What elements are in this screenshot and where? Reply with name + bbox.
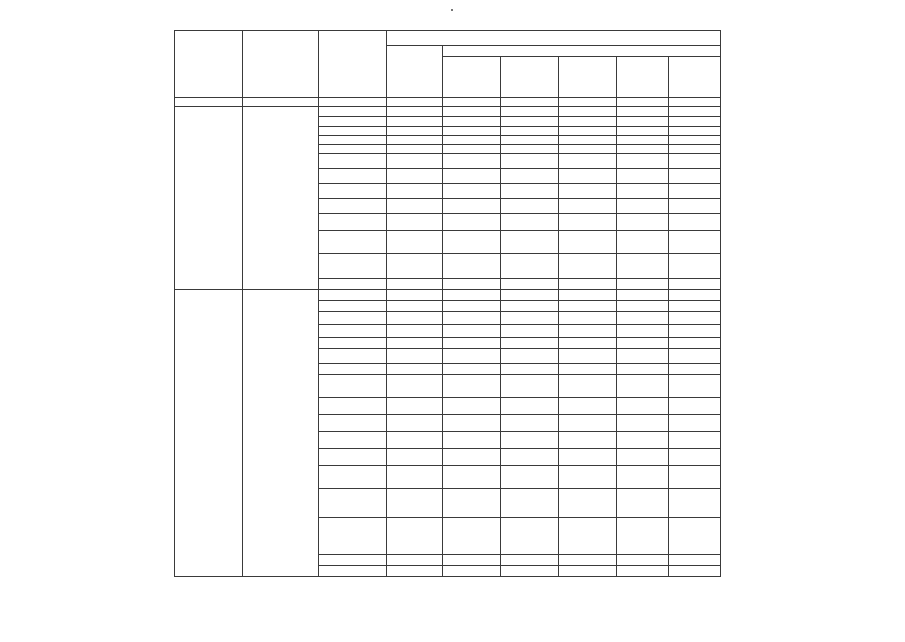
funding-source-cell: [319, 566, 387, 577]
amount-cell: [669, 231, 721, 254]
header-budget-expenses: [387, 31, 721, 46]
amount-cell: [559, 136, 617, 145]
amount-cell: [501, 169, 559, 184]
funding-source-cell: [319, 349, 387, 364]
amount-cell: [617, 145, 669, 154]
program-name-cell: [243, 290, 319, 577]
funding-source-cell: [319, 254, 387, 279]
amount-cell: [669, 169, 721, 184]
amount-cell: [669, 290, 721, 301]
funding-source-cell: [319, 312, 387, 325]
header-funding-source: [319, 31, 387, 98]
amount-cell: [617, 117, 669, 127]
amount-cell: [443, 169, 501, 184]
funding-source-cell: [319, 398, 387, 415]
amount-cell: [669, 325, 721, 338]
amount-cell: [669, 136, 721, 145]
amount-cell: [501, 489, 559, 518]
amount-cell: [559, 349, 617, 364]
amount-cell: [501, 415, 559, 432]
amount-cell: [387, 214, 443, 231]
amount-cell: [387, 364, 443, 375]
amount-cell: [501, 117, 559, 127]
amount-cell: [559, 184, 617, 199]
amount-cell: [443, 136, 501, 145]
amount-cell: [501, 566, 559, 577]
funding-source-cell: [319, 117, 387, 127]
amount-cell: [387, 518, 443, 555]
amount-cell: [387, 338, 443, 349]
amount-cell: [669, 145, 721, 154]
amount-cell: [443, 489, 501, 518]
status-cell: [175, 107, 243, 290]
amount-cell: [559, 199, 617, 214]
amount-cell: [387, 169, 443, 184]
amount-cell: [617, 415, 669, 432]
amount-cell: [501, 107, 559, 117]
funding-source-cell: [319, 279, 387, 290]
amount-cell: [443, 375, 501, 398]
amount-cell: [559, 338, 617, 349]
budget-table: [174, 30, 721, 577]
amount-cell: [501, 466, 559, 489]
amount-cell: [501, 432, 559, 449]
amount-cell: [559, 518, 617, 555]
amount-cell: [669, 566, 721, 577]
amount-cell: [559, 432, 617, 449]
amount-cell: [669, 254, 721, 279]
amount-cell: [669, 301, 721, 312]
amount-cell: [617, 169, 669, 184]
amount-cell: [617, 325, 669, 338]
funding-source-cell: [319, 199, 387, 214]
amount-cell: [387, 184, 443, 199]
amount-cell: [443, 301, 501, 312]
amount-cell: [387, 136, 443, 145]
amount-cell: [443, 349, 501, 364]
table-row: [175, 107, 721, 117]
amount-cell: [387, 117, 443, 127]
column-number: [501, 98, 559, 107]
amount-cell: [669, 312, 721, 325]
amount-cell: [387, 349, 443, 364]
amount-cell: [501, 555, 559, 566]
amount-cell: [387, 398, 443, 415]
amount-cell: [501, 349, 559, 364]
amount-cell: [617, 566, 669, 577]
amount-cell: [617, 127, 669, 136]
amount-cell: [669, 364, 721, 375]
amount-cell: [501, 136, 559, 145]
header-year-3: [559, 57, 617, 98]
amount-cell: [669, 466, 721, 489]
amount-cell: [559, 375, 617, 398]
amount-cell: [617, 364, 669, 375]
amount-cell: [387, 415, 443, 432]
funding-source-cell: [319, 145, 387, 154]
amount-cell: [387, 199, 443, 214]
funding-source-cell: [319, 364, 387, 375]
amount-cell: [669, 489, 721, 518]
amount-cell: [617, 279, 669, 290]
amount-cell: [387, 466, 443, 489]
amount-cell: [559, 231, 617, 254]
amount-cell: [443, 398, 501, 415]
header-total: [387, 46, 443, 98]
amount-cell: [443, 555, 501, 566]
amount-cell: [443, 107, 501, 117]
funding-source-cell: [319, 466, 387, 489]
amount-cell: [501, 449, 559, 466]
amount-cell: [443, 231, 501, 254]
amount-cell: [387, 145, 443, 154]
funding-source-cell: [319, 375, 387, 398]
amount-cell: [559, 117, 617, 127]
amount-cell: [501, 290, 559, 301]
amount-cell: [387, 254, 443, 279]
funding-source-cell: [319, 449, 387, 466]
amount-cell: [669, 518, 721, 555]
amount-cell: [559, 398, 617, 415]
amount-cell: [501, 184, 559, 199]
amount-cell: [617, 214, 669, 231]
amount-cell: [443, 312, 501, 325]
amount-cell: [617, 489, 669, 518]
funding-source-cell: [319, 301, 387, 312]
amount-cell: [501, 338, 559, 349]
amount-cell: [617, 107, 669, 117]
amount-cell: [443, 199, 501, 214]
amount-cell: [559, 301, 617, 312]
amount-cell: [669, 415, 721, 432]
column-number: [175, 98, 243, 107]
amount-cell: [669, 432, 721, 449]
funding-source-cell: [319, 169, 387, 184]
amount-cell: [559, 555, 617, 566]
amount-cell: [559, 489, 617, 518]
amount-cell: [669, 449, 721, 466]
amount-cell: [669, 349, 721, 364]
amount-cell: [443, 145, 501, 154]
amount-cell: [501, 375, 559, 398]
budget-table-sheet: [174, 30, 720, 642]
amount-cell: [501, 145, 559, 154]
amount-cell: [617, 312, 669, 325]
amount-cell: [617, 338, 669, 349]
amount-cell: [617, 301, 669, 312]
column-number-row: [175, 98, 721, 107]
amount-cell: [559, 127, 617, 136]
funding-source-cell: [319, 107, 387, 117]
amount-cell: [559, 254, 617, 279]
amount-cell: [669, 375, 721, 398]
amount-cell: [387, 312, 443, 325]
amount-cell: [617, 231, 669, 254]
amount-cell: [559, 145, 617, 154]
amount-cell: [443, 432, 501, 449]
header-by-year: [443, 46, 721, 57]
funding-source-cell: [319, 325, 387, 338]
amount-cell: [617, 154, 669, 169]
amount-cell: [443, 415, 501, 432]
amount-cell: [617, 518, 669, 555]
amount-cell: [443, 325, 501, 338]
amount-cell: [617, 466, 669, 489]
amount-cell: [443, 117, 501, 127]
amount-cell: [559, 169, 617, 184]
amount-cell: [617, 375, 669, 398]
amount-cell: [669, 199, 721, 214]
amount-cell: [501, 254, 559, 279]
amount-cell: [669, 117, 721, 127]
amount-cell: [669, 154, 721, 169]
header-year-2: [501, 57, 559, 98]
amount-cell: [617, 290, 669, 301]
amount-cell: [501, 199, 559, 214]
header-row-1: [175, 31, 721, 46]
amount-cell: [387, 154, 443, 169]
column-number: [559, 98, 617, 107]
amount-cell: [387, 279, 443, 290]
funding-source-cell: [319, 136, 387, 145]
funding-source-cell: [319, 290, 387, 301]
amount-cell: [559, 107, 617, 117]
amount-cell: [443, 449, 501, 466]
funding-source-cell: [319, 231, 387, 254]
column-number: [319, 98, 387, 107]
amount-cell: [443, 127, 501, 136]
amount-cell: [617, 449, 669, 466]
amount-cell: [669, 555, 721, 566]
funding-source-cell: [319, 518, 387, 555]
funding-source-cell: [319, 338, 387, 349]
amount-cell: [559, 415, 617, 432]
amount-cell: [501, 364, 559, 375]
funding-source-cell: [319, 127, 387, 136]
amount-cell: [387, 127, 443, 136]
amount-cell: [669, 184, 721, 199]
amount-cell: [669, 398, 721, 415]
amount-cell: [501, 518, 559, 555]
amount-cell: [443, 184, 501, 199]
header-status: [175, 31, 243, 98]
amount-cell: [387, 449, 443, 466]
amount-cell: [443, 279, 501, 290]
amount-cell: [669, 279, 721, 290]
funding-source-cell: [319, 432, 387, 449]
header-program-name: [243, 31, 319, 98]
amount-cell: [443, 566, 501, 577]
column-number: [243, 98, 319, 107]
amount-cell: [617, 136, 669, 145]
amount-cell: [387, 375, 443, 398]
amount-cell: [617, 555, 669, 566]
amount-cell: [559, 325, 617, 338]
amount-cell: [559, 154, 617, 169]
amount-cell: [443, 154, 501, 169]
amount-cell: [387, 325, 443, 338]
funding-source-cell: [319, 489, 387, 518]
amount-cell: [501, 127, 559, 136]
funding-source-cell: [319, 555, 387, 566]
amount-cell: [501, 325, 559, 338]
amount-cell: [669, 127, 721, 136]
amount-cell: [559, 466, 617, 489]
amount-cell: [617, 432, 669, 449]
amount-cell: [387, 432, 443, 449]
amount-cell: [617, 254, 669, 279]
amount-cell: [501, 301, 559, 312]
amount-cell: [669, 107, 721, 117]
amount-cell: [559, 290, 617, 301]
amount-cell: [387, 231, 443, 254]
amount-cell: [617, 398, 669, 415]
amount-cell: [387, 566, 443, 577]
amount-cell: [501, 279, 559, 290]
amount-cell: [387, 489, 443, 518]
amount-cell: [387, 301, 443, 312]
column-number: [617, 98, 669, 107]
amount-cell: [617, 199, 669, 214]
table-row: [175, 290, 721, 301]
amount-cell: [443, 290, 501, 301]
amount-cell: [501, 214, 559, 231]
funding-source-cell: [319, 154, 387, 169]
amount-cell: [443, 518, 501, 555]
amount-cell: [559, 312, 617, 325]
amount-cell: [501, 154, 559, 169]
amount-cell: [387, 555, 443, 566]
funding-source-cell: [319, 415, 387, 432]
amount-cell: [443, 466, 501, 489]
amount-cell: [559, 279, 617, 290]
amount-cell: [501, 231, 559, 254]
amount-cell: [443, 364, 501, 375]
funding-source-cell: [319, 184, 387, 199]
column-number: [669, 98, 721, 107]
header-year-4: [617, 57, 669, 98]
status-cell: [175, 290, 243, 577]
amount-cell: [443, 214, 501, 231]
amount-cell: [559, 214, 617, 231]
amount-cell: [443, 338, 501, 349]
amount-cell: [387, 290, 443, 301]
amount-cell: [559, 566, 617, 577]
program-name-cell: [243, 107, 319, 290]
funding-source-cell: [319, 214, 387, 231]
amount-cell: [559, 364, 617, 375]
amount-cell: [617, 184, 669, 199]
amount-cell: [559, 449, 617, 466]
amount-cell: [443, 254, 501, 279]
amount-cell: [617, 349, 669, 364]
column-number: [387, 98, 443, 107]
scan-speck: [451, 9, 453, 11]
amount-cell: [501, 398, 559, 415]
amount-cell: [387, 107, 443, 117]
column-number: [443, 98, 501, 107]
amount-cell: [501, 312, 559, 325]
amount-cell: [669, 338, 721, 349]
header-year-1: [443, 57, 501, 98]
budget-table-body: [175, 107, 721, 577]
header-year-5: [669, 57, 721, 98]
amount-cell: [669, 214, 721, 231]
